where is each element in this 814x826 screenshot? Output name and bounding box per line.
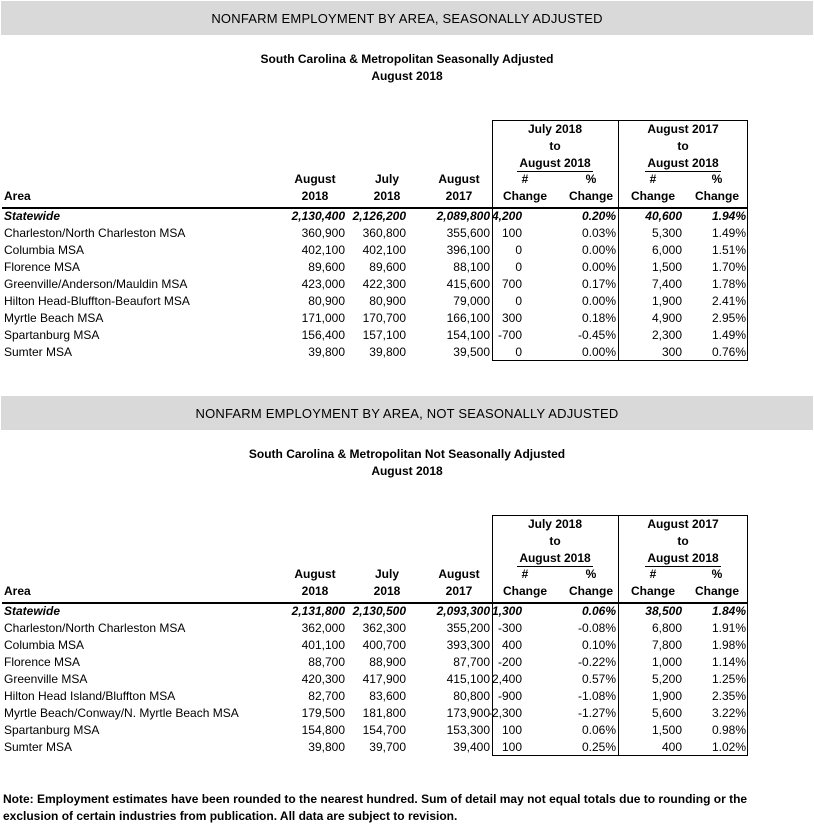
value-cell: -700 (497, 328, 522, 342)
value-cell: 1.98% (711, 638, 746, 652)
column-header: Change (502, 189, 547, 203)
column-header: 2017 (445, 584, 473, 598)
value-cell: 4,900 (651, 311, 682, 325)
value-cell: 415,600 (446, 277, 490, 291)
table-row (2, 705, 748, 722)
value-cell: 1,500 (651, 723, 682, 737)
value-cell: 7,800 (651, 638, 682, 652)
area-name: Charleston/North Charleston MSA (4, 226, 186, 240)
table-row (2, 722, 748, 739)
value-cell: 2,130,500 (352, 604, 406, 618)
value-cell: 2.95% (711, 311, 746, 325)
table-row (2, 225, 748, 242)
section-banner: NONFARM EMPLOYMENT BY AREA, SEASONALLY ADJUSTED (1, 1, 813, 35)
value-cell: 6,800 (651, 621, 682, 635)
column-header: Change (694, 189, 739, 203)
column-header: % (585, 567, 597, 581)
table-row (2, 620, 748, 637)
value-cell: 1.51% (711, 243, 746, 257)
statewide-row (2, 208, 748, 225)
group-header-line: to (677, 139, 689, 153)
column-header: 2018 (373, 189, 401, 203)
value-cell: 1.14% (711, 655, 746, 669)
area-name: Spartanburg MSA (4, 723, 100, 737)
value-cell: 0 (515, 294, 522, 308)
value-cell: 88,900 (369, 655, 406, 669)
section-subtitle: South Carolina & Metropolitan Not Seasonally Adjusted (248, 447, 566, 461)
value-cell: 0.00% (581, 260, 616, 274)
column-header: August (294, 567, 336, 581)
value-cell: 1.49% (711, 328, 746, 342)
table-row (2, 276, 748, 293)
area-name: Statewide (4, 604, 61, 618)
value-cell: 2,300 (651, 328, 682, 342)
value-cell: 2,089,800 (436, 209, 490, 223)
column-header: July (374, 172, 399, 186)
group-header-line: July 2018 (527, 122, 583, 136)
value-cell: 156,400 (301, 328, 345, 342)
value-cell: 0.17% (581, 277, 616, 291)
column-header: # (521, 172, 529, 186)
value-cell: 79,000 (453, 294, 490, 308)
value-cell: 153,300 (446, 723, 490, 737)
value-cell: 423,000 (301, 277, 345, 291)
value-cell: 1.02% (711, 740, 746, 754)
value-cell: 355,200 (446, 621, 490, 635)
value-cell: 100 (501, 740, 522, 754)
value-cell: 39,800 (369, 345, 406, 359)
group-header-line: July 2018 (527, 517, 583, 531)
value-cell: 420,300 (301, 672, 345, 686)
value-cell: 173,900 (446, 706, 490, 720)
column-header: August (438, 172, 480, 186)
value-cell: -0.08% (577, 621, 616, 635)
value-cell: 400,700 (362, 638, 406, 652)
table-row (2, 671, 748, 688)
value-cell: 0.98% (711, 723, 746, 737)
value-cell: 170,700 (362, 311, 406, 325)
column-header-area: Area (4, 584, 31, 598)
area-name: Greenville/Anderson/Mauldin MSA (4, 277, 188, 291)
value-cell: 396,100 (446, 243, 490, 257)
value-cell: 2,131,800 (291, 604, 345, 618)
area-name: Hilton Head Island/Bluffton MSA (4, 689, 176, 703)
column-header: Change (694, 584, 739, 598)
column-header: 2018 (373, 584, 401, 598)
value-cell: 0.57% (581, 672, 616, 686)
area-name: Hilton Head-Bluffton-Beaufort MSA (4, 294, 190, 308)
group-header-line: August 2017 (647, 122, 719, 136)
column-header: Change (630, 584, 675, 598)
value-cell: 1.49% (711, 226, 746, 240)
group-header-line: August 2018 (647, 156, 719, 170)
section-date: August 2018 (371, 69, 443, 83)
value-cell: -1.27% (577, 706, 616, 720)
value-cell: -1.08% (577, 689, 616, 703)
value-cell: 5,200 (651, 672, 682, 686)
value-cell: 5,300 (651, 226, 682, 240)
value-cell: 39,500 (453, 345, 490, 359)
column-header: 2017 (445, 189, 473, 203)
column-header: % (711, 172, 723, 186)
section-subtitle: South Carolina & Metropolitan Seasonally Adjusted (260, 52, 554, 66)
value-cell: 2,400 (491, 672, 522, 686)
value-cell: 401,100 (301, 638, 345, 652)
group-header-line: August 2018 (519, 551, 591, 565)
table-row (2, 310, 748, 327)
column-header: 2018 (301, 189, 329, 203)
value-cell: 40,600 (645, 209, 682, 223)
value-cell: 1.91% (711, 621, 746, 635)
value-cell: 5,600 (651, 706, 682, 720)
area-name: Sumter MSA (4, 740, 73, 754)
area-name: Florence MSA (4, 655, 81, 669)
value-cell: 39,400 (453, 740, 490, 754)
value-cell: 0.06% (581, 723, 616, 737)
value-cell: 362,300 (362, 621, 406, 635)
value-cell: 400 (661, 740, 682, 754)
value-cell: 0.25% (581, 740, 616, 754)
value-cell: 1,500 (651, 260, 682, 274)
value-cell: 88,100 (453, 260, 490, 274)
value-cell: 1.78% (711, 277, 746, 291)
area-name: Myrtle Beach MSA (4, 311, 104, 325)
area-name: Statewide (4, 209, 61, 223)
value-cell: 83,600 (369, 689, 406, 703)
column-header: # (521, 567, 529, 581)
value-cell: 700 (501, 277, 522, 291)
value-cell: 0.06% (581, 604, 616, 618)
column-header-area: Area (4, 189, 31, 203)
column-header: Change (568, 584, 613, 598)
value-cell: 0.03% (581, 226, 616, 240)
section-date: August 2018 (371, 464, 443, 478)
area-name: Charleston/North Charleston MSA (4, 621, 186, 635)
value-cell: 0 (515, 345, 522, 359)
value-cell: 300 (501, 311, 522, 325)
column-header: August (438, 567, 480, 581)
value-cell: 38,500 (645, 604, 682, 618)
column-header: 2018 (301, 584, 329, 598)
value-cell: 1,900 (651, 294, 682, 308)
area-name: Columbia MSA (4, 243, 85, 257)
value-cell: 0.76% (711, 345, 746, 359)
area-name: Sumter MSA (4, 345, 73, 359)
value-cell: 154,700 (362, 723, 406, 737)
column-header: # (649, 172, 657, 186)
value-cell: 393,300 (446, 638, 490, 652)
value-cell: 89,600 (308, 260, 345, 274)
value-cell: 0.00% (581, 243, 616, 257)
value-cell: 154,100 (446, 328, 490, 342)
value-cell: 1.70% (711, 260, 746, 274)
value-cell: -200 (497, 655, 522, 669)
value-cell: 3.22% (711, 706, 746, 720)
column-header: August (294, 172, 336, 186)
value-cell: 171,000 (301, 311, 345, 325)
table-row (2, 688, 748, 705)
value-cell: 100 (501, 723, 522, 737)
value-cell: 0 (515, 260, 522, 274)
value-cell: 80,900 (308, 294, 345, 308)
value-cell: 417,900 (362, 672, 406, 686)
area-name: Columbia MSA (4, 638, 85, 652)
value-cell: 82,700 (308, 689, 345, 703)
value-cell: 415,100 (446, 672, 490, 686)
value-cell: 0.00% (581, 345, 616, 359)
value-cell: 0.10% (581, 638, 616, 652)
value-cell: 300 (661, 345, 682, 359)
value-cell: 1,000 (651, 655, 682, 669)
value-cell: 154,800 (301, 723, 345, 737)
value-cell: 360,900 (301, 226, 345, 240)
value-cell: 1,300 (491, 604, 522, 618)
value-cell: 179,500 (301, 706, 345, 720)
table-row (2, 242, 748, 259)
value-cell: 181,800 (362, 706, 406, 720)
area-name: Greenville MSA (4, 672, 88, 686)
area-name: Florence MSA (4, 260, 81, 274)
value-cell: 1,900 (651, 689, 682, 703)
value-cell: 89,600 (369, 260, 406, 274)
group-header-line: August 2018 (519, 156, 591, 170)
value-cell: 422,300 (362, 277, 406, 291)
value-cell: 362,000 (301, 621, 345, 635)
value-cell: -0.22% (577, 655, 616, 669)
statewide-row (2, 603, 748, 620)
value-cell: 2,130,400 (291, 209, 345, 223)
group-header-line: to (549, 139, 561, 153)
value-cell: 2,126,200 (352, 209, 406, 223)
column-header: Change (502, 584, 547, 598)
value-cell: 400 (501, 638, 522, 652)
group-header-line: to (677, 534, 689, 548)
value-cell: 2.35% (711, 689, 746, 703)
table-row (2, 293, 748, 310)
table-row (2, 637, 748, 654)
value-cell: 0.00% (581, 294, 616, 308)
value-cell: -0.45% (577, 328, 616, 342)
value-cell: 80,800 (453, 689, 490, 703)
value-cell: 88,700 (308, 655, 345, 669)
value-cell: 2.41% (711, 294, 746, 308)
value-cell: 100 (501, 226, 522, 240)
group-header-line: August 2018 (647, 551, 719, 565)
value-cell: 4,200 (491, 209, 522, 223)
value-cell: 7,400 (651, 277, 682, 291)
value-cell: 402,100 (362, 243, 406, 257)
value-cell: -300 (497, 621, 522, 635)
value-cell: -900 (497, 689, 522, 703)
value-cell: 355,600 (446, 226, 490, 240)
group-header-line: August 2017 (647, 517, 719, 531)
value-cell: 0.20% (581, 209, 616, 223)
table-row (2, 259, 748, 276)
value-cell: 0 (515, 243, 522, 257)
value-cell: 1.25% (711, 672, 746, 686)
table-row (2, 739, 748, 756)
column-header: Change (568, 189, 613, 203)
table-row (2, 344, 748, 361)
value-cell: 0.18% (581, 311, 616, 325)
column-header: July (374, 567, 399, 581)
value-cell: 166,100 (446, 311, 490, 325)
column-header: % (711, 567, 723, 581)
value-cell: 157,100 (362, 328, 406, 342)
footnote: Note: Employment estimates have been rounded to the nearest hundred. Sum of detail may not equal totals due to rounding or the exclusion of certain industries from publication. All data are subject to revision. (3, 792, 748, 823)
area-name: Myrtle Beach/Conway/N. Myrtle Beach MSA (4, 706, 239, 720)
value-cell: 39,700 (369, 740, 406, 754)
table-row (2, 327, 748, 344)
value-cell: 39,800 (308, 740, 345, 754)
value-cell: 402,100 (301, 243, 345, 257)
area-name: Spartanburg MSA (4, 328, 100, 342)
value-cell: 80,900 (369, 294, 406, 308)
group-header-line: to (549, 534, 561, 548)
value-cell: 1.94% (711, 209, 746, 223)
column-header: % (585, 172, 597, 186)
value-cell: -2,300 (487, 706, 522, 720)
value-cell: 1.84% (711, 604, 746, 618)
value-cell: 360,800 (362, 226, 406, 240)
table-row (2, 654, 748, 671)
section-banner: NONFARM EMPLOYMENT BY AREA, NOT SEASONALLY ADJUSTED (1, 396, 813, 430)
column-header: Change (630, 189, 675, 203)
value-cell: 6,000 (651, 243, 682, 257)
value-cell: 39,800 (308, 345, 345, 359)
value-cell: 87,700 (453, 655, 490, 669)
value-cell: 2,093,300 (436, 604, 490, 618)
column-header: # (649, 567, 657, 581)
